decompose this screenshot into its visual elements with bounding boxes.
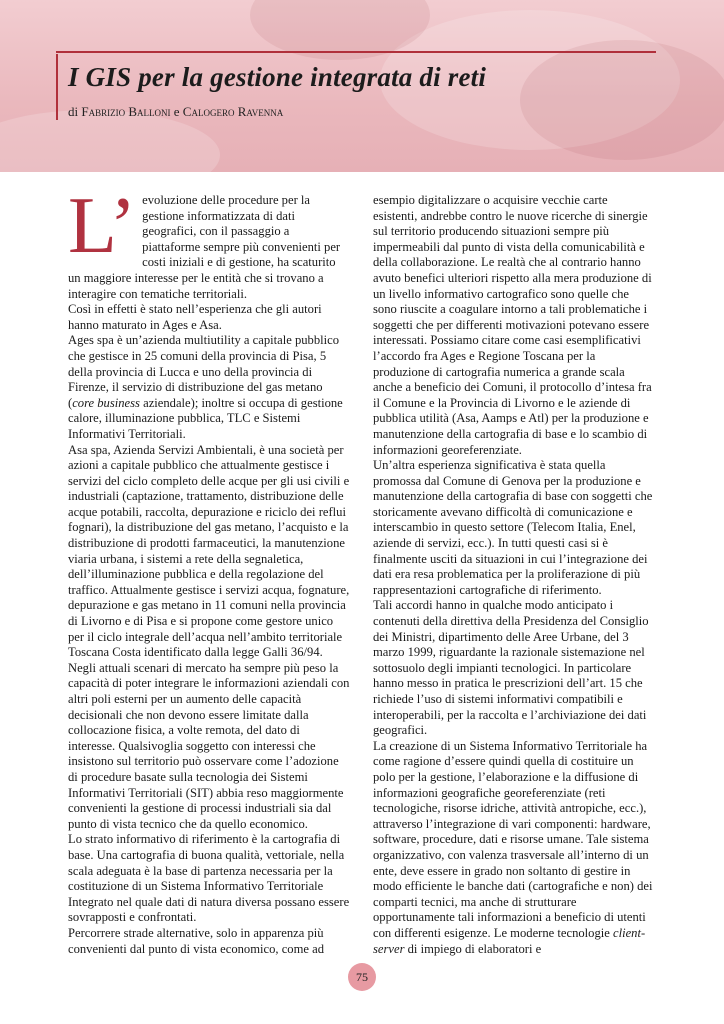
paragraph: Tali accordi hanno in qualche modo anticipato i contenuti della direttiva della Presidenza del Consiglio dei Ministri, dipartimento delle Aree Urbane, del 3 marzo 1999, riguardante la razionale sistemazione nel sottosuolo degli impianti tecnologici. In particolare hanno messo in pratica le prescrizioni dell’art. 15 che richiede l’uso di sistemi informativi compatibili e interoperabili, per la raccolta e l’archiviazione dei dati geografici. [373, 598, 649, 738]
paragraph [68, 333, 350, 442]
header-banner [0, 0, 724, 172]
paragraph-text: aziendale); inoltre si occupa di gestione calore, illuminazione pubblica, TLC e Sistemi Informativi Territoriali. [68, 395, 343, 441]
author-1: Fabrizio Balloni [81, 104, 171, 119]
article-title: I GIS per la gestione integrata di reti [68, 62, 487, 92]
paragraph: evoluzione delle procedure per la gestione informatizzata di dati geografici, con il passaggio a piattaforme sempre più convenienti per costi iniziali e di gestione, ha scaturito un maggiore interesse per le entità che si trovano a interagire con tematiche territoriali. [68, 193, 341, 301]
byline-prefix: di [68, 104, 79, 119]
paragraph: Così in effetti è stato nell’esperienza che gli autori hanno maturato in Ages e Asa. [68, 302, 322, 332]
drop-cap: L’ [68, 182, 137, 270]
paragraph-text: La creazione di un Sistema Informativo Territoriale ha come ragione d’essere quindi quella di costituire un polo per la gestione, l’elaborazione e la diffusione di informazioni geografiche georeferenziate (reti tecnologiche, risorse idriche, attività antropiche, ecc.), attraverso l’integrazione di vari componenti: hardware, software, procedure, dati e risorse umane. Tale sistema organizzativo, con valenza trasversale all’interno di un ente, deve essere in grado non soltanto di gestire in modo efficiente le banche dati (cartografiche e non) dei comparti tecnici, ma anche di strutturare opportunamente tali informazioni a beneficio di utenti con differenti esigenze. Le moderne tecnologie [373, 738, 653, 940]
paragraph: Negli attuali scenari di mercato ha sempre più peso la capacità di poter integrare le informazioni aziendali con altri poli esterni per un aumento delle capacità decisionali che non devono essere limitate dalla collocazione fisica, a volte remota, del dato di interesse. Qualsivoglia soggetto con interessi che insistono sul territorio può osservare come l’adozione di procedure basate sulla tecnologia dei Sistemi Informativi Territoriali (SIT) abbia reso maggiormente convenienti la gestione di processi industriali sia dal punto di vista tecnico che da quello economico. [68, 660, 350, 831]
byline [68, 104, 283, 120]
paragraph-text: di impiego di elaboratori e [404, 941, 542, 956]
column-left [68, 182, 350, 957]
title-accent-bar [56, 54, 58, 120]
italic-term: core business [72, 395, 140, 410]
paragraph [373, 739, 655, 957]
paragraph: Asa spa, Azienda Servizi Ambientali, è una società per azioni a capitale pubblico che attualmente gestisce i servizi del ciclo completo delle acque per gli usi civili e industriali (captazione, trattamento, distribuzione delle acque potabili, raccolta, depurazione e riciclo dei reflui fognari), la distribuzione del gas metano, l’acquisto e la distribuzione di prodotti farmaceutici, la manutenzione viaria urbana, i sistemi a rete della segnaletica, dell’illuminazione pubblica e della regolazione del traffico. Attualmente gestisce i servizi acqua, fognature, depurazione e gas metano in 11 comuni nella provincia di Livorno e di Pisa e si propone come gestore unico per il ciclo integrale dell’acqua nell’ambito territoriale Toscana Costa identificato dalla legge Galli 36/94. [68, 442, 350, 660]
paragraph: Percorrere strade alternative, solo in apparenza più convenienti dal punto di vista economico, come ad [68, 925, 325, 956]
header-rule [56, 51, 656, 53]
paragraph: Un’altra esperienza significativa è stata quella promossa dal Comune di Genova per la produzione e manutenzione della cartografia di base con soggetti che storicamente avevano difficoltà di comunicazione e interscambio in questo settore (Telecom Italia, Enel, aziende di servizi, ecc.). In tutti questi casi si è finalmente usciti da situazioni in cui l’integrazione dei dati era resa problematica per la proliferazione di più rappresentazioni cartografiche di riferimento. [373, 458, 653, 597]
paragraph: esempio digitalizzare o acquisire vecchie carte esistenti, andrebbe contro le nuove ricerche di sinergie sul territorio producendo situazioni sempre più impermeabili dal punto di vista della comunicabilità e della collaborazione. Le realtà che al contrario hanno avuto benefici ulteriori rispetto alla mera produzione di un livello informativo cartografico sono quelle che sono riuscite a coagulare intorno a tali problematiche i soggetti che per differenti motivazioni potevano essere interessati. Possiamo citare come casi esemplificativi l’accordo fra Ages e Regione Toscana per la produzione di cartografia numerica a grande scala anche a beneficio dei Comuni, il protocollo d’intesa fra il Comune e la Provincia di Livorno e le aziende di pubblica utilità (Asa, Aamps e Atl) per la produzione e manutenzione della cartografia di base e lo scambio di informazioni georeferenziate. [373, 193, 652, 457]
paragraph: Lo strato informativo di riferimento è la cartografia di base. Una cartografia di buona qualità, vettoriale, nella scala adeguata è la base di partenza necessaria per la costituzione di un Sistema Informativo Territoriale Integrato nel quale dati di natura diversa possano essere sovrapposti e confrontati. [68, 832, 350, 925]
italic-term: client-server [373, 925, 646, 956]
column-right [373, 193, 655, 957]
byline-conjunction: e [173, 104, 180, 119]
page-number: 75 [348, 963, 376, 991]
author-2: Calogero Ravenna [182, 104, 284, 119]
paragraph-text: Ages spa è un’azienda multiutility a capitale pubblico che gestisce in 25 comuni della provincia di Pisa, 5 della provincia di Lucca e uno della provincia di Firenze, il servizio di distribuzione del gas metano ( [68, 333, 340, 410]
